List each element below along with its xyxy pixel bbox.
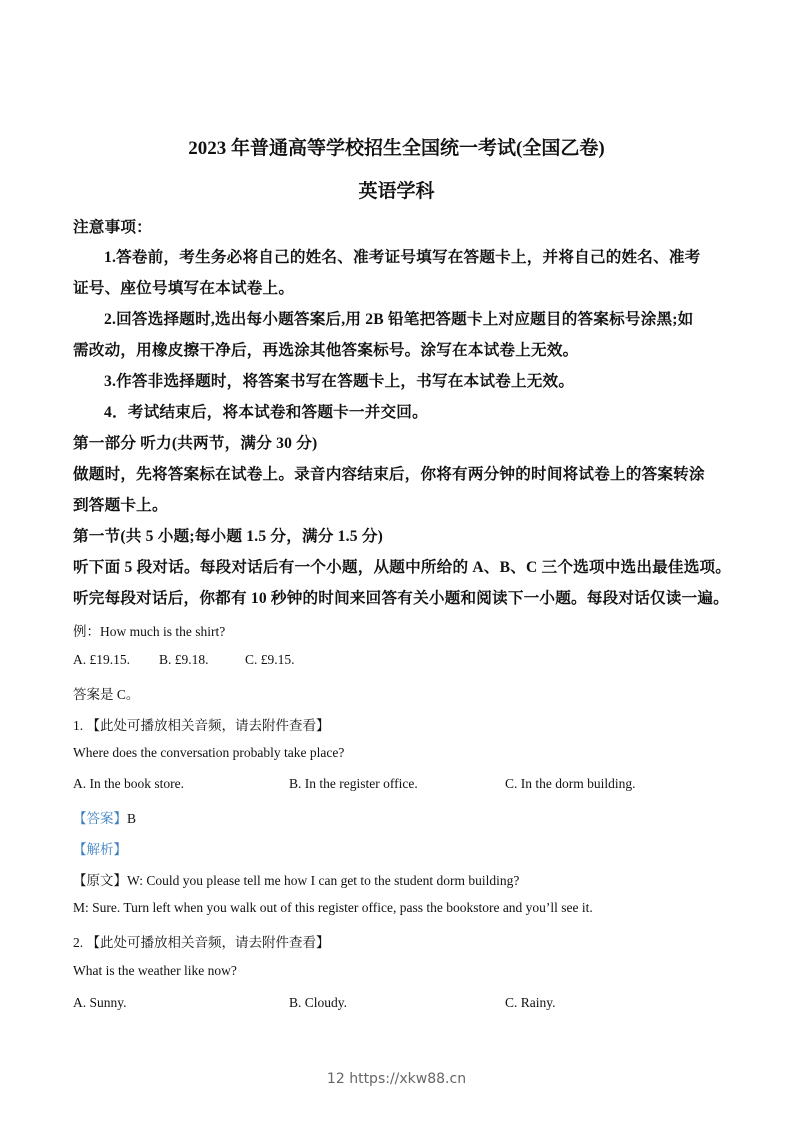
part1-instructions: 做题时，先将答案标在试卷上。录音内容结束后，你将有两分钟的时间将试卷上的答案转涂 <box>73 466 705 483</box>
q1-option-c: C. In the dorm building. <box>505 776 636 791</box>
example-option-c: C. £9.15. <box>245 652 295 667</box>
q1-original-line2: M: Sure. Turn left when you walk out of this register office, pass the bookstore and you’ll see it. <box>73 900 593 915</box>
analysis-tag: 【解析】 <box>73 842 127 857</box>
page-footer <box>0 1071 793 1087</box>
original-text: W: Could you please tell me how I can get to the student dorm building? <box>127 873 520 888</box>
q1-original <box>73 869 519 889</box>
section1-instructions: 听下面 5 段对话。每段对话后有一个小题，从题中所给的 A、B、C 三个选项中选出最佳选项。 <box>73 559 732 576</box>
original-tag: 【原文】 <box>73 873 127 888</box>
notice-item-4: 4．考试结束后，将本试卷和答题卡一并交回。 <box>104 404 428 421</box>
example-option-a: A. £19.15. <box>73 652 130 667</box>
answer-value: B <box>127 811 137 826</box>
example-answer: 答案是 C。 <box>73 687 140 702</box>
q2-question: What is the weather like now? <box>73 963 237 978</box>
section1-instructions-cont: 听完每段对话后，你都有 10 秒钟的时间来回答有关小题和阅读下一小题。每段对话仅读一遍。 <box>73 590 729 607</box>
q2-header: 2. 【此处可播放相关音频，请去附件查看】 <box>73 935 330 950</box>
q1-option-a: A. In the book store. <box>73 776 184 791</box>
part1-heading: 第一部分 听力(共两节，满分 30 分) <box>73 435 318 452</box>
example-question: 例：How much is the shirt? <box>73 624 226 639</box>
q1-answer <box>73 807 136 827</box>
notice-item-2-cont: 需改动，用橡皮擦干净后，再选涂其他答案标号。涂写在本试卷上无效。 <box>73 342 579 359</box>
notice-item-2: 2.回答选择题时,选出每小题答案后,用 2B 铅笔把答题卡上对应题目的答案标号涂黑;如 <box>104 311 694 328</box>
page-number: 12 <box>326 1071 345 1087</box>
part1-instructions-cont: 到答题卡上。 <box>73 497 168 514</box>
section1-heading: 第一节(共 5 小题;每小题 1.5 分，满分 1.5 分) <box>73 528 384 545</box>
notice-item-1: 1.答卷前，考生务必将自己的姓名、准考证号填写在答题卡上，并将自己的姓名、准考 <box>104 249 701 266</box>
footer-url[interactable]: https://xkw88.cn <box>349 1071 467 1087</box>
q1-option-b: B. In the register office. <box>289 776 418 791</box>
answer-tag: 【答案】 <box>73 811 127 826</box>
exam-title: 2023 年普通高等学校招生全国统一考试(全国乙卷) <box>188 138 605 159</box>
notice-item-3: 3.作答非选择题时，将答案书写在答题卡上，书写在本试卷上无效。 <box>104 373 575 390</box>
example-option-b: B. £9.18. <box>159 652 209 667</box>
q2-option-b: B. Cloudy. <box>289 995 348 1010</box>
subject-title: 英语学科 <box>358 181 435 202</box>
q1-question: Where does the conversation probably take place? <box>73 745 345 760</box>
q2-option-c: C. Rainy. <box>505 995 556 1010</box>
notice-item-1-cont: 证号、座位号填写在本试卷上。 <box>73 280 295 297</box>
q2-option-a: A. Sunny. <box>73 995 127 1010</box>
q1-header: 1. 【此处可播放相关音频，请去附件查看】 <box>73 718 330 733</box>
notice-heading: 注意事项： <box>73 219 152 236</box>
